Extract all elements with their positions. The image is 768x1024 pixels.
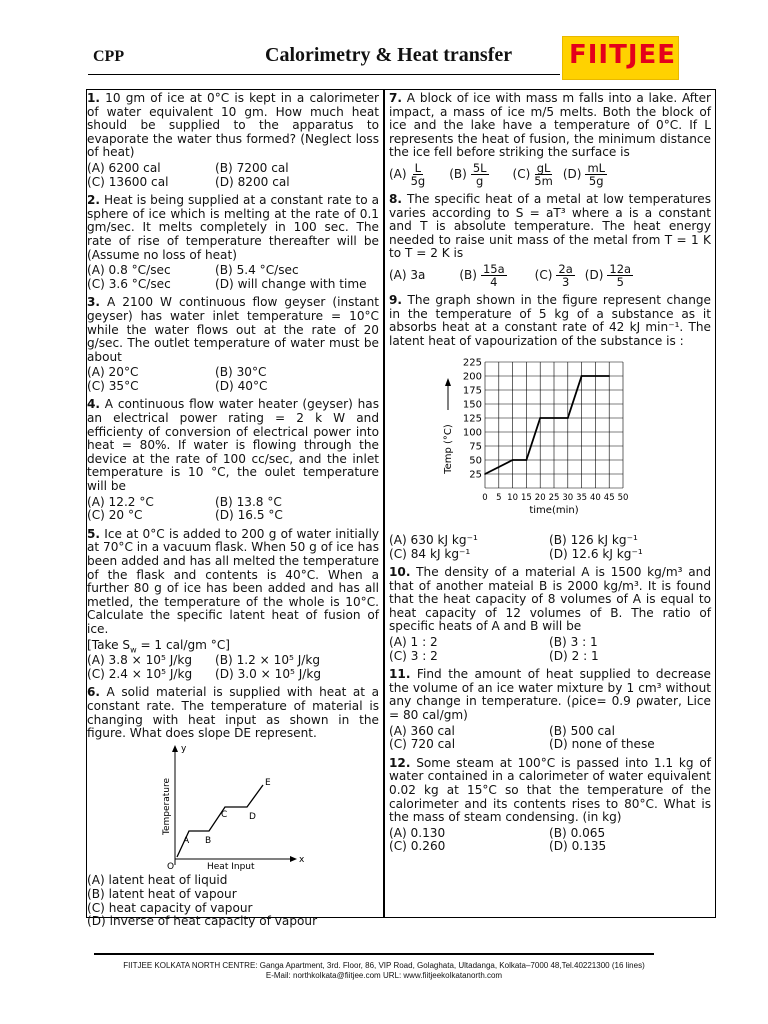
question-11 [389,668,711,752]
q2-option-c: (C) 3.6 °C/sec [87,276,171,291]
q9-text: The graph shown in the figure represent change in the temperature of 5 kg of a substance as it absorbs heat at a constant rate of 42 kJ min⁻¹. The latent heat of vapourization of the substance is : [389,292,711,348]
q4-option-b: (B) 13.8 °C [215,494,282,509]
footer-contact: E-Mail: northkolkata@fiitjee.com URL: www.fiitjeekolkatanorth.com [265,971,503,980]
q8-c-num: 2a [558,261,573,276]
q1-option-b: (B) 7200 cal [215,160,289,175]
point-a: A [183,835,190,846]
q5-number: 5. [87,526,101,541]
q10-text: The density of a material A is 1500 kg/m³ and that of another mateial B is 2000 kg/m³. It is found that the heat capacity of 8 volumes of A is equal to heat capacity of 12 volumes of B. The ratio of specific heats of A and B will be [389,565,711,634]
x-tick-label: 10 [507,493,519,504]
q4-option-a: (A) 12.2 °C [87,494,154,509]
q8-d-num: 12a [609,261,632,276]
q2-option-b: (B) 5.4 °C/sec [215,263,299,278]
q8-option-c: (C) [534,267,553,282]
q10-option-b: (B) 3 : 1 [549,635,598,650]
q10-option-a: (A) 1 : 2 [389,635,438,650]
y-label-arrowhead [445,378,451,386]
q5-text: Ice at 0°C is added to 200 g of water initially at 70°C in a vacuum flask. When 50 g of ice has been added and has all melted the temperature of the flask and contents is 40°C. When a further 80 g of ice has been added and has all metled, the temperature of the whole is 10°C. Calculate the specific latent heat of fusion of ice. [87,526,379,636]
q6-option-c: (C) heat capacity of vapour [87,900,253,915]
y-tick-label: 75 [469,441,482,453]
q7-a-num: L [414,160,422,175]
x-tick-label: 15 [520,493,532,504]
q2-text: Heat is being supplied at a constant rate to a sphere of ice which is melting at the rate of 0.1 gm/sec. It melts completely in 100 sec. The rate of rise of temperature thereafter will be (Assume no loss of heat) [87,193,379,262]
x-tick-label: 45 [603,493,615,504]
y-axis-arrow [172,745,178,752]
q4-option-c: (C) 20 °C [87,508,143,523]
q10-number: 10. [389,565,411,580]
q3-option-a: (A) 20°C [87,365,139,380]
point-c: C [221,809,228,820]
q11-option-c: (C) 720 cal [389,737,456,752]
graph-xlabel: Heat Input [207,861,255,871]
q7-number: 7. [389,91,403,105]
q1-text: 10 gm of ice at 0°C is kept in a calorimeter of water equivalent 10 gm. How much heat should be supplied to the apparatus to evaporate the water thus formed? (Neglect loss of heat) [87,91,379,160]
q1-number: 1. [87,91,101,105]
q12-option-b: (B) 0.065 [549,825,606,840]
q7-b-den: g [476,173,484,188]
q7-option-d: (D) [562,166,582,181]
header-rule [88,74,560,75]
q12-number: 12. [389,755,411,770]
q7-d-den: 5g [588,173,604,188]
data-point [526,460,528,462]
x-tick-label: 40 [589,493,601,504]
q2-option-a: (A) 0.8 °C/sec [87,263,171,278]
q11-number: 11. [389,667,411,682]
q10-option-d: (D) 2 : 1 [549,648,599,663]
q8-d-den: 5 [616,274,624,289]
y-tick-label: 25 [469,469,482,481]
data-point [539,418,541,420]
q2-number: 2. [87,193,101,208]
q9-option-a: (A) 630 kJ kg⁻¹ [389,532,478,547]
q1-option-c: (C) 13600 cal [87,174,169,189]
q8-b-den: 4 [490,274,498,289]
x-axis-label: time(min) [529,505,579,517]
series-line [485,376,609,474]
q3-option-c: (C) 35°C [87,378,139,393]
y-tick-label: 175 [462,385,482,397]
cpp-label: CPP [93,48,125,65]
q5-option-a: (A) 3.8 × 10⁵ J/kg [87,653,193,668]
q3-option-b: (B) 30°C [215,365,267,380]
q7-option-c: (C) [512,166,531,181]
q5-option-c: (C) 2.4 × 10⁵ J/kg [87,666,193,681]
heat-input-graph [87,743,379,871]
q12-option-d: (D) 0.135 [549,839,607,854]
page-title: Calorimetry & Heat transfer [265,44,513,66]
q8-c-den: 3 [561,274,570,289]
logo-text: FIITJEE [569,40,677,70]
page-header [0,0,768,90]
question-1 [87,92,379,189]
graph-ylabel: Temperature [162,777,172,835]
question-7 [389,92,711,187]
q7-option-b: (B) [449,166,467,181]
q7-text: A block of ice with mass m falls into a lake. After impact, a mass of ice m/5 melts. Both the block of ice and the lake have a temperature of 0°C. If L represents the heat of fusion, the minimum distance the ice fell before striking the surface is [389,91,711,160]
q9-number: 9. [389,292,403,307]
x-tick-label: 5 [496,493,502,504]
question-2 [87,194,379,291]
q4-text: A continuous flow water heater (geyser) has an electrical power rating = 2 k W and efficienty of conversion of electrical power into heat = 80%. If water is flowing through the device at the rate of 100 cc/sec, and the inlet temperature is 10 °C, the oulet temperature will be [87,397,379,494]
column-divider [383,89,385,918]
q3-text: A 2100 W continuous flow geyser (instant geyser) has water inlet temperature = 10°C while the water flows out at the rate of 20 g/sec. The outlet temperature of water must be about [87,295,379,364]
x-tick-label: 35 [576,493,588,504]
x-tick-label: 30 [562,493,574,504]
q8-option-b: (B) [459,267,477,282]
q1-option-d: (D) 8200 cal [215,174,290,189]
q11-option-d: (D) none of these [549,737,655,752]
x-tick-label: 25 [548,493,560,504]
y-tick-label: 150 [462,399,482,411]
graph-y-letter: y [181,743,187,754]
q12-text: Some steam at 100°C is passed into 1.1 kg of water contained in a calorimeter of water equivalent 0.02 kg at 15°C so that the temperature of the calorimeter and its contents rises to 80°C. What is the mass of steam condensing. (in kg) [389,755,711,825]
q8-b-num: 15a [482,261,505,276]
x-axis-arrow [290,856,297,862]
point-d: D [249,811,256,822]
q6-option-b: (B) latent heat of vapour [87,886,237,901]
q1-option-a: (A) 6200 cal [87,160,161,175]
q3-number: 3. [87,295,101,310]
q9-option-d: (D) 12.6 kJ kg⁻¹ [549,546,643,561]
q8-number: 8. [389,191,403,206]
q8-option-d: (D) [584,267,604,282]
data-point [484,474,486,476]
data-point [608,376,610,378]
y-tick-label: 100 [462,427,482,439]
question-6 [87,686,379,928]
q5-option-d: (D) 3.0 × 10⁵ J/kg [215,666,322,681]
q8-option-a: (A) 3a [389,267,426,282]
q9-option-b: (B) 126 kJ kg⁻¹ [549,532,638,547]
q7-a-den: 5g [410,173,426,188]
q5-take-end: = 1 cal/gm °C] [136,637,230,652]
footer-address: FIITJEE KOLKATA NORTH CENTRE: Ganga Apartment, 3rd. Floor, 86, VIP Road, Golaghata, Ultadanga, Kolkata–7000 48,Tel.40221300 (16 lines) [123,961,645,970]
q3-option-d: (D) 40°C [215,378,268,393]
temperature-time-chart [389,350,711,530]
y-tick-label: 200 [462,371,482,383]
question-12 [389,757,711,854]
y-tick-label: 225 [462,357,482,369]
q6-number: 6. [87,685,101,700]
q4-number: 4. [87,397,101,412]
graph-origin: O [167,861,175,871]
x-tick-label: 50 [617,493,629,504]
q12-option-c: (C) 0.260 [389,839,446,854]
q2-option-d: (D) will change with time [215,276,367,291]
q11-option-a: (A) 360 cal [389,723,455,738]
q5-option-b: (B) 1.2 × 10⁵ J/kg [215,653,321,668]
q7-option-a: (A) [389,166,407,181]
y-tick-label: 125 [462,413,482,425]
left-column [87,92,379,929]
point-b: B [205,835,212,846]
footer-rule [94,953,654,955]
q6-option-d: (D) inverse of heat capacity of vapour [87,914,318,929]
x-tick-label: 0 [482,493,488,504]
q6-option-a: (A) latent heat of liquid [87,873,228,888]
y-tick-label: 50 [469,455,482,467]
question-5 [87,528,379,682]
q7-b-num: 5L [472,160,487,175]
data-point [581,376,583,378]
q7-c-den: 5m [534,173,553,188]
q5-take: [Take S [87,637,131,652]
right-column [389,92,711,859]
y-axis-label: Temp (°C) [443,424,454,475]
q10-option-c: (C) 3 : 2 [389,648,438,663]
data-point [512,460,514,462]
q11-option-b: (B) 500 cal [549,723,615,738]
fiitjee-logo [562,36,679,80]
x-tick-label: 20 [534,493,546,504]
graph-x-letter: x [299,854,305,865]
question-10 [389,566,711,663]
q6-text: A solid material is supplied with heat at a constant rate. The temperature of material is changing with heat input as shown in the figure. What does slope DE represent. [87,685,379,741]
q4-option-d: (D) 16.5 °C [215,508,283,523]
data-point [567,418,569,420]
q7-d-num: mL [587,160,606,175]
question-8 [389,193,711,288]
q9-option-c: (C) 84 kJ kg⁻¹ [389,546,471,561]
q11-text: Find the amount of heat supplied to decrease the volume of an ice water mixture by 1 cm³ without any change in temperature. (ρice= 0.9 ρwater, Lice = 80 cal/gm) [389,667,711,723]
q7-c-num: gL [536,160,551,175]
question-3 [87,296,379,393]
q12-option-a: (A) 0.130 [389,825,446,840]
q8-text: The specific heat of a metal at low temperatures varies according to S = aT³ where a is a constant and T is absolute temperature. The heat energy needed to raise unit mass of the metal from T = 1 K to T = 2 K is [389,191,711,261]
point-e: E [265,777,271,788]
question-4 [87,398,379,522]
q5-take-sub: w [130,644,137,654]
question-9 [389,294,711,561]
